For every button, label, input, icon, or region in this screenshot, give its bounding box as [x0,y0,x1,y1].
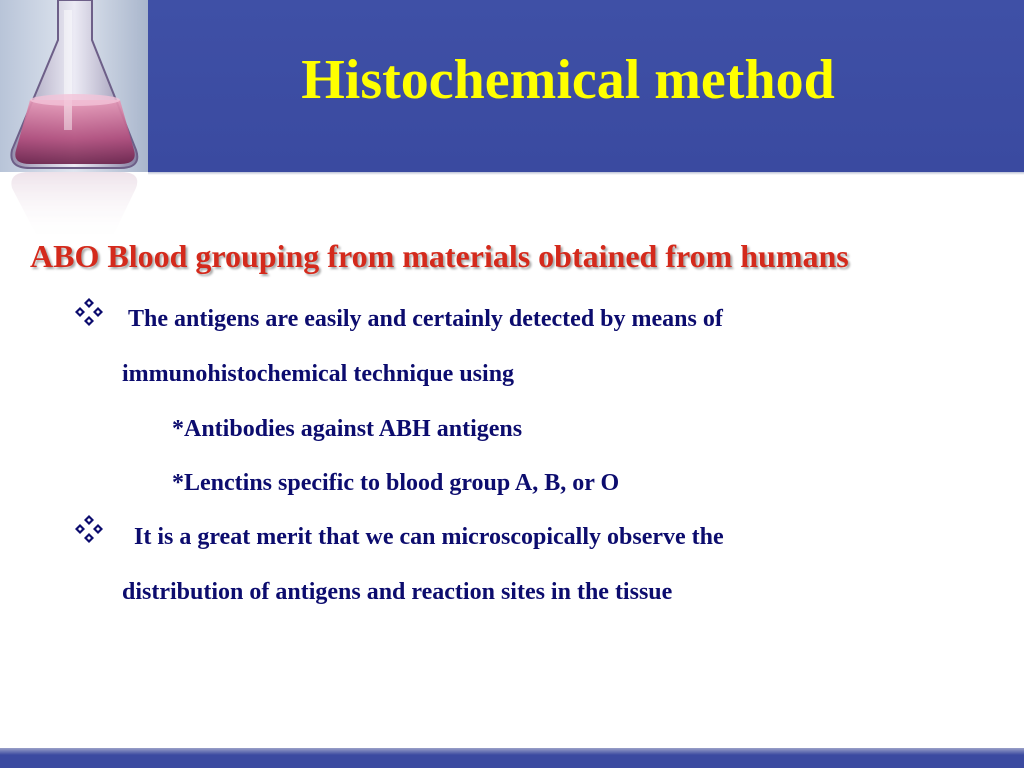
diamond-four-bullet-icon [74,297,104,327]
bullet-1-subitem-1: *Antibodies against ABH antigens [172,416,523,442]
bullet-1-subitem-2: *Lenctins specific to blood group A, B, or O [172,470,620,496]
slide-subtitle: ABO Blood grouping from materials obtained from humans [30,238,849,274]
flask-reflection-image [0,172,148,242]
slide-title: Histochemical method [301,49,835,111]
laboratory-flask-icon [0,0,148,172]
bullet-1-line-1: The antigens are easily and certainly detected by means of [128,306,723,332]
diamond-four-bullet-icon [74,514,104,544]
bullet-2-line-1: It is a great merit that we can microscopically observe the [134,524,724,550]
bullet-1-line-2: immunohistochemical technique using [122,361,515,387]
bullet-2-line-2: distribution of antigens and reaction sites in the tissue [122,579,673,605]
footer-band [0,748,1024,768]
